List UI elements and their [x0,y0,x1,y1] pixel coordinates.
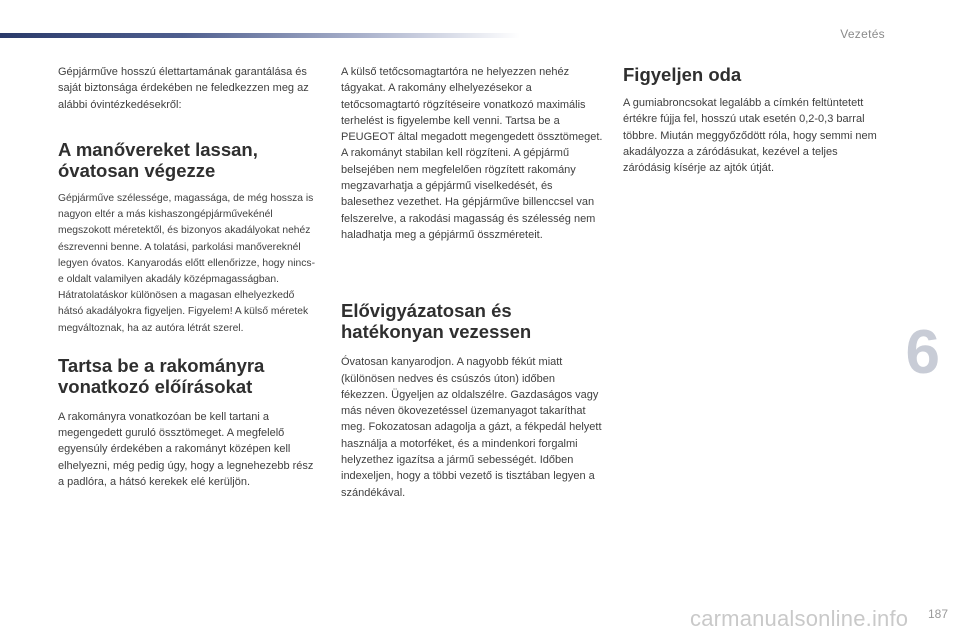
pay-attention-paragraph: A gumiabroncsokat legalább a címkén feltüntetett értékre fújja fel, hosszú utak esetén 0,2-0,3 barral többre. Miután meggyőződött róla, hogy semmi nem akadályozza a záródásukat, kezével a teljes záródásig kísérje az ajtók útját. [623,97,877,175]
heading-cargo-line1: Tartsa be a rakományra [58,354,265,376]
heading-pay-attention: Figyeljen oda [623,64,742,85]
section-title: Vezetés [840,27,885,41]
heading-manovers [58,139,320,181]
manovers-paragraph: Gépjárműve szélessége, magassága, de még hossza is nagyon eltér a más kishaszongépjárművekénél megszokott méretektől, és bizonyos akadályokat nehéz észrevenni benne. A tolatási, parkolási manővereknél legyen óvatos. Kanyarodás előtt ellenőrizze, hogy nincs-e oldalt valamilyen akadály középmagasságban. Hátratolatáskor különösen a magasan elhelyezkedő hátsó akadályokra figyeljen. Figyelem! A külső méretek megváltoznak, ha az autóra létrát szerel. [58,192,315,334]
roof-rack-paragraph: A külső tetőcsomagtartóra ne helyezzen nehéz tágyakat. A rakomány elhelyezésekor a tetőcsomagtartó rögzítéseire vonatkozó maximális terhelést is figyelembe kell venni. Tartsa be a PEUGEOT által megadott megengedett össztömeget. A rakományt stabilan kell rögzíteni. A gépjármű belsejében nem megfelelően rögzített rakomány megzavarhatja a gépjármű viselkedését, és balesethez vezethet. Ha gépjárműve billenccsel van felszerelve, a rakodási magasság és szélesség nem haladhatja meg a gépjármű összméreteit. [341,66,603,241]
heading-careful-line1: Elővigyázatosan és [341,300,512,322]
header-decor-bar [0,33,520,38]
watermark-text: carmanualsonline.info [690,606,909,631]
heading-manovers-line2: óvatosan végezze [58,159,216,181]
intro-paragraph: Gépjárműve hosszú élettartamának garantálása és saját biztonsága érdekében ne feledkezzen meg az alábbi óvintézkedésekről: [58,66,309,111]
column-left [58,64,320,490]
heading-manovers-line1: A manővereket lassan, [58,138,258,160]
column-right [623,64,885,176]
cargo-paragraph: A rakományra vonatkozóan be kell tartani a megengedett guruló össztömeget. A megfelelő egyensúly érdekében a rakományt középen kell elhelyezni, még pedig úgy, hogy a legnehezebb rész a padlóra, a hátsó kerekek elé kerüljön. [58,410,314,488]
column-middle [341,64,603,501]
careful-driving-paragraph: Óvatosan kanyarodjon. A nagyobb fékút miatt (különösen nedves és csúszós úton) időben fékezzen. Ügyeljen az oldalszélre. Gazdaságos vagy más néven ökovezetéssel üzemanyagot takaríthat meg. Fokozatosan adagolja a gázt, a fékpedál helyett használja a motorféket, és a mindenkori forgalmi helyzethez igazítsa a jármű sebességét. Időben indexeljen, hogy a többi vezető is tisztában legyen a szándékával. [341,356,602,499]
heading-careful-driving [341,300,603,342]
heading-cargo-rules [58,355,320,397]
heading-careful-line2: hatékonyan vezessen [341,321,532,343]
heading-cargo-line2: vonatkozó előírásokat [58,375,253,397]
page-number: 187 [927,607,948,621]
chapter-number: 6 [905,318,940,387]
